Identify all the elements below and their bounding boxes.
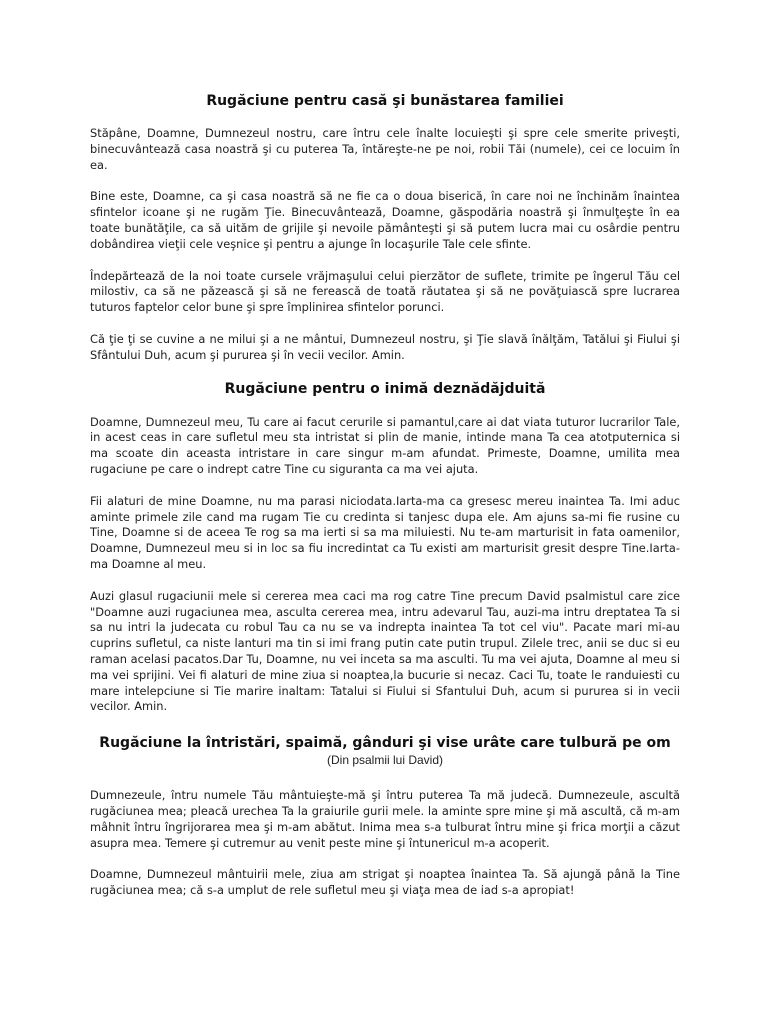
paragraph: Dumnezeule, întru numele Tău mântuieşte-mă şi întru puterea Ta mă judecă. Dumnezeule, ascultă rugăciunea mea; pleacă urechea Ta la graiurile gurii mele. la aminte spre mine şi mă ascultă, că m-am mâhnit întru îngrijorarea mea şi m-am abătut. Inima mea s-a tulburat întru mine şi frica morţii a căzut asupra mea. Temere şi cutremur au venit peste mine şi întunericul m-a acoperit. (90, 788, 680, 850)
section-subtitle: (Din psalmii lui David) (326, 753, 444, 768)
paragraph: Doamne, Dumnezeul meu, Tu care ai facut cerurile si pamantul,care ai dat viata tuturor lucrarilor Tale, in acest ceas in care sufletul meu sta intristat si plin de manie, intinde mana Ta cea atotputernica si ma scoate din aceasta intristare in care singur m-am afundat. Primeste, Doamne, umilita mea rugaciune pe care o indrept catre Tine cu siguranta ca ma vei ajuta. (90, 414, 680, 476)
paragraph: Stăpâne, Doamne, Dumnezeul nostru, care întru cele înalte locuieşti şi spre cele smerite priveşti, binecuvântează casa noastră şi cu puterea Ta, întăreşte-ne pe noi, robii Tăi (numele), cei ce locuim în ea. (90, 126, 680, 172)
paragraph: Bine este, Doamne, ca şi casa noastră să ne fie ca o doua biserică, în care noi ne închinăm înaintea sfintelor icoane şi ne rugăm Ţie. Binecuvântează, Doamne, găspodăria noastră şi înmulţeşte în ea toate bunătăţile, ca să uităm de grijile şi nevoile pământeşti şi să putem lucra mai cu osârdie pentru dobândirea vieţii cele veşnice şi pentru a ajunge în locaşurile Tale cele sfinte. (90, 189, 680, 251)
paragraph: Că ţie ţi se cuvine a ne milui şi a ne mântui, Dumnezeul nostru, şi Ţie slavă înălţăm, Tatălui şi Fiului şi Sfântului Duh, acum şi pururea şi în vecii vecilor. Amin. (90, 331, 680, 362)
paragraph: Îndepărtează de la noi toate cursele vrăjmaşului celui pierzător de suflete, trimite pe îngerul Tău cel milostiv, ca să ne păzească şi să ne ferească de toată răutatea şi să ne povăţuiască spre lucrarea tuturos faptelor celor bune şi spre împlinirea sfintelor porunci. (90, 268, 680, 315)
paragraph: Fii alaturi de mine Doamne, nu ma parasi niciodata.Iarta-ma ca gresesc mereu inaintea Ta. Imi aduc aminte primele zile cand ma rugam Tie cu credinta si tanjesc dupa ele. Am ajuns sa-mi fie rusine cu Tine, Doamne si de aceea Te rog sa ma ierti si sa ma miluiesti. Nu te-am marturisit in fata oamenilor, Doamne, Dumnezeul meu si in loc sa fiu incredintat ca Tu existi am marturisit gresit despre Tine.Iarta-ma Doamne al meu. (90, 493, 680, 571)
document-page (90, 92, 680, 915)
section-title-home-prayer: Rugăciune pentru casă şi bunăstarea familiei (206, 93, 564, 109)
section-title-despairing-heart: Rugăciune pentru o inimă deznădăjduită (224, 380, 546, 397)
paragraph: Auzi glasul rugaciunii mele si cererea mea caci ma rog catre Tine precum David psalmistul care zice "Doamne auzi rugaciunea mea, asculta cererea mea, intru adevarul Tau, auzi-ma intru dreptatea Ta si sa nu intri la judecata cu robul Tau ca nu se va indrepta inaintea Ta tot cel viu". Pacate mari mi-au cuprins sufletul, ca niste lanturi ma tin si imi frang putin cate putin trupul. Zilele trec, anii se duc si eu raman acelasi pacatos.Dar Tu, Doamne, nu vei inceta sa ma asculti. Tu ma vei ajuta, Doamne al meu si ma vei sprijini. Vei fi alaturi de mine ziua si noaptea,la bucurie si necaz. Caci Tu, toate le randuiesti cu mare intelepciune si Tie marire inaltam: Tatalui si Fiului si Sfantului Duh, acum si pururea si in vecii vecilor. Amin. (90, 588, 680, 714)
section-title-sorrows: Rugăciune la întristări, spaimă, gânduri şi vise urâte care tulbură pe om (99, 735, 671, 752)
paragraph: Doamne, Dumnezeul mântuirii mele, ziua am strigat şi noaptea înaintea Ta. Să ajungă până la Tine rugăciunea mea; că s-a umplut de rele sufletul meu şi viaţa mea de iad s-a apropiat! (90, 867, 680, 898)
